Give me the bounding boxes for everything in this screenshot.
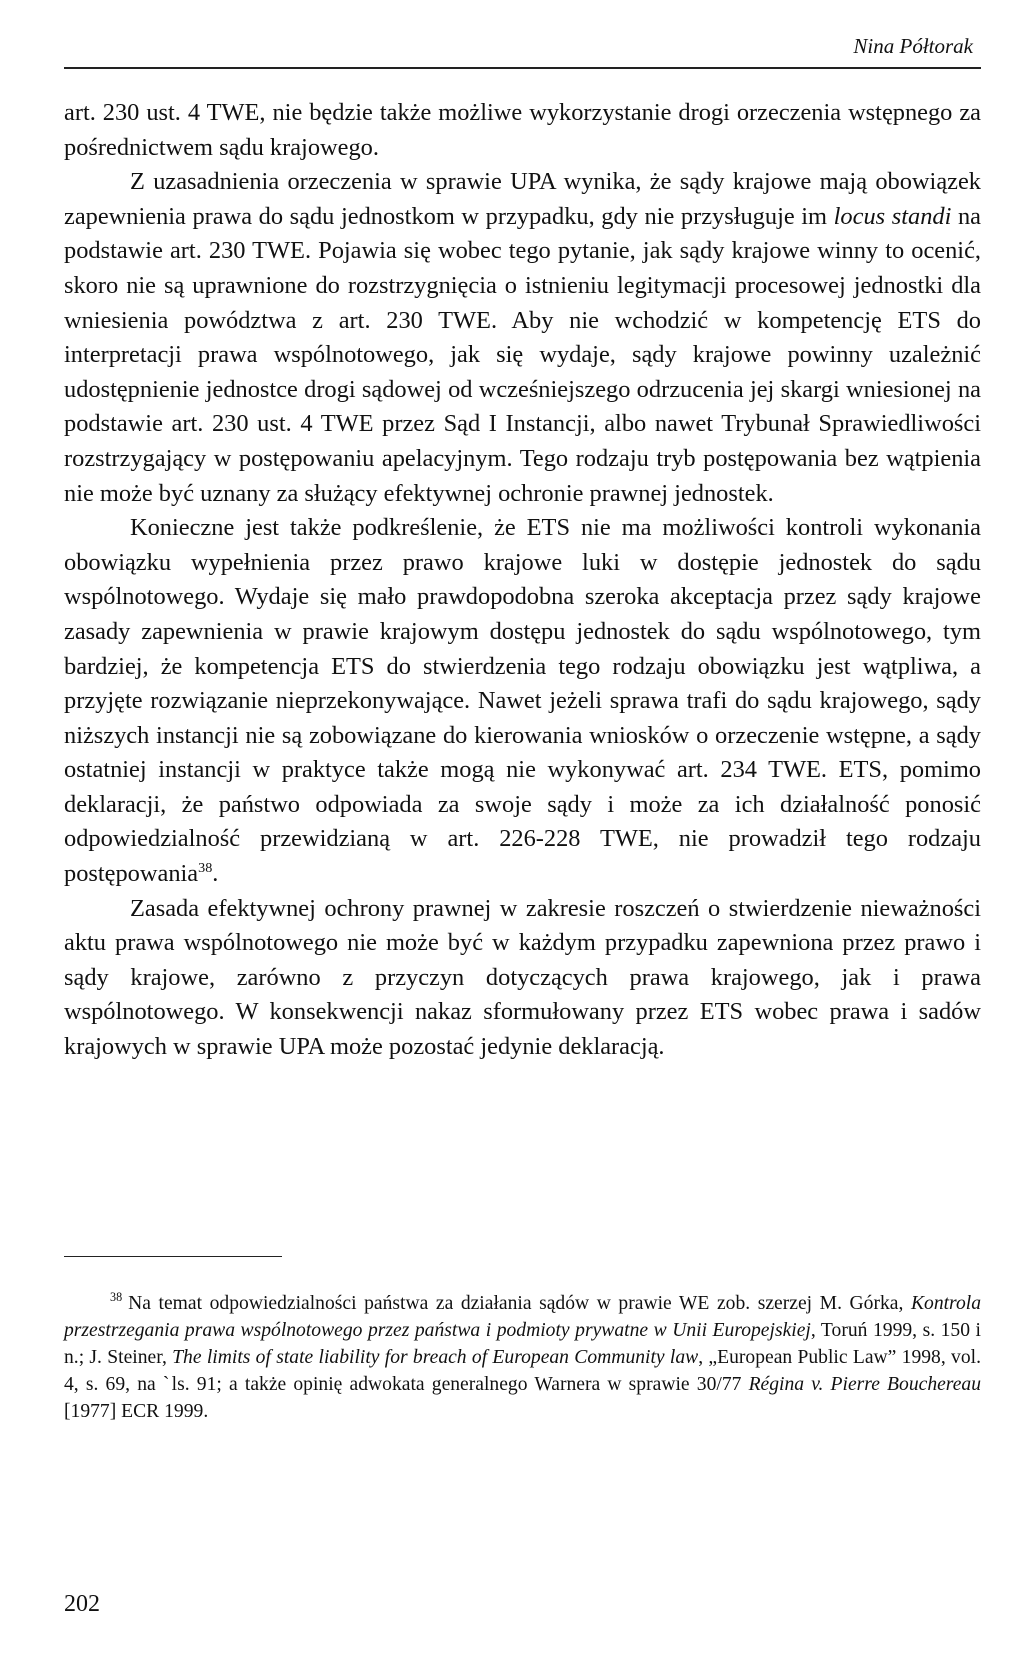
paragraph-2-text-a: Z uzasadnienia orzeczenia w sprawie UPA wynika, że sądy krajowe mają obowiązek zapewnienia prawa do sądu jednostkom w przypadku, gdy nie przysługuje im	[64, 168, 981, 230]
term-locus-standi: locus standi	[833, 202, 952, 230]
footnote-case-name: Régina v. Pierre Bouchereau	[748, 1374, 981, 1395]
header-rule	[64, 67, 981, 69]
footnote-title-gorka: Kontrola przestrzegania prawa wspólnotowego przez państwa i podmioty prywatne w Unii Europejskiej	[64, 1293, 981, 1341]
paragraph-3-text: Konieczne jest także podkreślenie, że ETS nie ma możliwości kontroli wykonania obowiązku wypełnienia przez prawo krajowe luki w dostępie jednostek do sądu wspólnotowego. Wydaje się mało prawdopodobna szeroka akceptacja przez sądy krajowe zasady zapewnienia w prawie krajowym dostępu jednostek do sądu wspólnotowego, tym bardziej, że kompetencja ETS do stwierdzenia tego rodzaju obowiązku jest wątpliwa, a przyjęte rozwiązanie nieprzekonywające. Nawet jeżeli sprawa trafi do sądu krajowego, sądy niższych instancji nie są zobowiązane do kierowania wniosków o orzeczenie wstępne, a sądy ostatniej instancji w praktyce także mogą nie wykonywać art. 234 TWE. ETS, pomimo deklaracji, że państwo odpowiada za swoje sądy i może za ich działalność ponosić odpowiedzialność przewidzianą w art. 226-228 TWE, nie prowadził tego rodzaju postępowania	[64, 514, 981, 888]
running-head-author: Nina Półtorak	[853, 34, 973, 58]
footnote-number: 38	[110, 1290, 123, 1305]
body-text	[64, 96, 981, 1065]
footnote-text-a: Na temat odpowiedzialności państwa za działania sądów w prawie WE zob. szerzej M. Górka,	[128, 1293, 911, 1314]
paragraph-2-text-b: na podstawie art. 230 TWE. Pojawia się wobec tego pytanie, jak sądy krajowe winny to ocenić, skoro nie są uprawnione do rozstrzygnięcia o istnieniu legitymacji procesowej jednostki dla wniesienia powództwa z art. 230 TWE. Aby nie wchodzić w kompetencję ETS do interpretacji prawa wspólnotowego, jak się wydaje, sądy krajowe powinny uzależnić udostępnienie jednostce drogi sądowej od wcześniejszego odrzucenia jej skargi wniesionej na podstawie art. 230 ust. 4 TWE przez Sąd I Instancji, albo nawet Trybunał Sprawiedliwości rozstrzygający w postępowaniu apelacyjnym. Tego rodzaju tryb postępowania bez wątpienia nie może być uznany za służący efektywnej ochronie prawnej jednostek.	[64, 202, 982, 507]
footnote-ref-38[interactable]: 38	[198, 859, 213, 876]
footnote-text-b: , Toruń 1999, s. 150 i n.; J. Steiner,	[64, 1320, 981, 1368]
paragraph-4-text: Zasada efektywnej ochrony prawnej w zakresie roszczeń o stwierdzenie nieważności aktu prawa wspólnotowego nie może być w każdym przypadku zapewniona przez prawo i sądy krajowe, zarówno z przyczyn dotyczących prawa krajowego, jak i prawa wspólnotowego. W konsekwencji nakaz sformułowany przez ETS wobec prawa i sadów krajowych w sprawie UPA może pozostać jedynie deklaracją.	[64, 894, 981, 1061]
paragraph-1-text: art. 230 ust. 4 TWE, nie będzie także możliwe wykorzystanie drogi orzeczenia wstępnego za pośrednictwem sądu krajowego.	[64, 99, 981, 161]
paragraph-1	[64, 96, 981, 165]
footnote-rule	[64, 1256, 282, 1257]
page-number: 202	[64, 1591, 100, 1617]
paragraph-3-end: .	[212, 860, 219, 888]
footnote-title-steiner: The limits of state liability for breach of European Community law	[172, 1347, 699, 1368]
footnote-text-d: [1977] ECR 1999.	[64, 1401, 209, 1422]
footnote-text-c: , „European Public Law” 1998, vol. 4, s. 69, na ˋls. 91; a także opinię adwokata generalnego Warnera w sprawie 30/77	[64, 1347, 981, 1395]
paragraph-2	[64, 165, 981, 511]
paragraph-4	[64, 892, 981, 1065]
footnote-38	[64, 1290, 981, 1425]
paragraph-3	[64, 511, 981, 892]
